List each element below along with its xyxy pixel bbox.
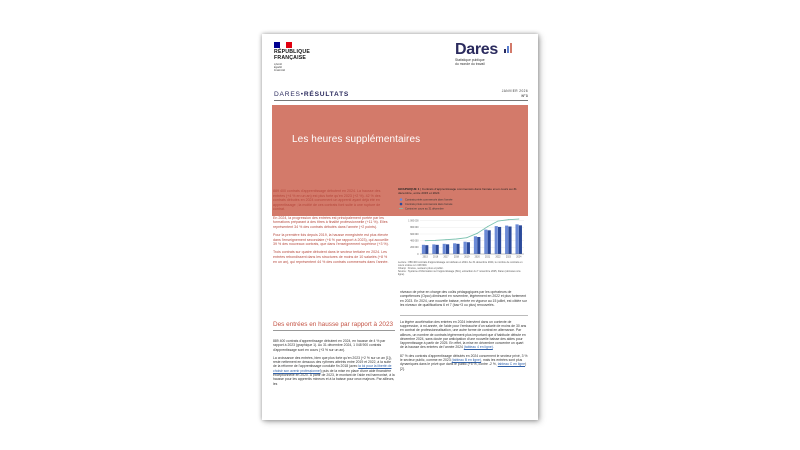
bar-2016-0 [432,244,435,254]
motto-liberte: Liberté [274,63,282,66]
ministry-line-1: RÉPUBLIQUE [274,49,311,55]
bar-2019-0 [463,242,466,254]
bar-2022-0 [495,226,498,254]
bar-2024-0 [515,224,518,254]
chart-note-scope: Champ : France, secteurs privé et public. [398,267,444,271]
bar-2021-1 [488,230,491,254]
x-tick-label: 2019 [464,256,470,259]
legend-label: Contrats privés commencés dans l'année [405,198,453,202]
bar-2023-1 [508,227,511,255]
body-text: ) [2]. [400,362,527,371]
bar-2017-0 [443,244,446,254]
body-paragraph: niveaux de prise en charge des coûts pédagogiques par les opérateurs de compétences (Opco) diminuent en novembre, légèrement en 2022 et plus fortement en 2023. En 2024, une nouvelle baisse, entrée en vigueur au 15 juillet, est ciblée sur les niveaux de qualifications 6 et 7 (bac+3 ou plus) renouvelés. [400,290,527,307]
line-point-2017 [446,239,447,240]
body-text: 87 % des contrats d'apprentissage débutés en 2024 concernent le secteur privé, 3 % le secteur public, comme en 2023 [400,353,528,363]
line-point-2024 [518,219,519,220]
body-text: . [492,345,494,350]
line-point-2023 [508,219,509,220]
chart-note-source: Source : Système d'information sur l'apprentissage (SIA), extraction du 7 novembre 2025, Dares (données à la ligne). [398,270,521,277]
bar-2023-0 [505,226,508,254]
chart-graphique-1 [398,197,526,260]
dares-bar-3 [510,43,512,53]
series-prefix: DARES [274,91,301,98]
chart-title-text: Contrats d'apprentissage commencés dans l'année et en cours au 31 décembre, entre 2015 et 2024 [398,187,517,195]
republique-logo-text [274,50,310,61]
motto-fraternite: Fraternité [274,69,286,72]
line-point-2018 [456,239,457,240]
body-right-column [400,290,528,375]
report-page [262,34,538,420]
line-point-2016 [435,240,436,241]
publication-date-block [502,89,528,99]
bar-2018-1 [456,244,459,254]
bar-2017-1 [446,244,449,254]
bar-2022-1 [498,227,501,254]
law-link[interactable]: la loi pour la liberté de choisir son avenir professionnel [273,364,392,373]
body-text: ) puis de la mise en place d'une aide financière exceptionnelle en 2020. À partir de 2023, le montant de l'aide est harmonisé, à la hausse pour les apprentis mineurs et à la baisse pour ceux majeurs. Par ailleurs, les [273,368,395,386]
body-text: La légère accélération des entrées en 2024 intervient dans un contexte de suppression, à mi-année, de l'aide pour l'embauche d'un salarié de moins de 30 ans en contrat de professionnalisation, une autre forme de contrat en alternance. Par ailleurs, un nombre de contrats légèrement plus important que d'habitude débute en décembre 2024, sans doute par anticipation d'une nouvelle baisse des aides pour l'apprentissage à partir de 2025. En effet, la mise en décembre concentre un quart de la hausse des entrées de l'année 2024 [400,319,527,350]
body-text: , mais les entrées sont plus dynamiques dans le privé que dans le public (+5 %, contre -2 %, [400,358,523,367]
dares-subtitle-line-2: du monde du travail [455,62,485,66]
y-tick-label: 400 000 [410,240,419,243]
publication-number: N°3 [521,94,528,98]
y-tick-label: 600 000 [410,233,419,236]
publication-date: JANVIER 2026 [501,89,528,93]
x-tick-label: 2015 [422,256,428,259]
x-tick-label: 2017 [443,256,449,259]
chart-label: GRAPHIQUE 1 [398,187,420,191]
dares-logo [455,41,498,66]
bar-2018-0 [453,243,456,254]
line-point-2015 [425,240,426,241]
summary-paragraph: En 2024, la progression des entrées est principalement portée par les formations préparant à des titres à finalité professionnelle (+11 %). Elles représentent 34 % des contrats débutés dans l'année (+2 points). [273,215,388,229]
table-4-link[interactable]: (tableau 4 en ligne) [463,345,493,350]
y-tick-label: 0 [417,253,419,256]
x-tick-label: 2021 [485,256,491,259]
line-point-2021 [487,226,488,227]
dares-bars-icon [504,43,514,53]
y-tick-label: 800 000 [410,227,419,230]
legend-swatch [400,198,403,201]
chart-title: GRAPHIQUE 1 | Contrats d'apprentissage commencés dans l'année et en cours au 31 décembre, entre 2015 et 2024 [398,187,517,195]
bar-2015-0 [422,245,425,254]
body-paragraph [400,354,528,371]
y-tick-label: 200 000 [410,247,419,250]
x-tick-label: 2018 [453,256,459,259]
x-tick-label: 2016 [433,256,439,259]
line-point-2022 [498,221,499,222]
french-flag-icon [274,42,292,48]
x-tick-label: 2023 [505,256,511,259]
body-paragraph [400,320,528,350]
x-tick-label: 2024 [516,256,522,259]
body-paragraph: 889 400 contrats d'apprentissage débutent en 2024, en hausse de 4 % par rapport à 2023 (graphique 1). Au 31 décembre 2024, 1 048 900 contrats d'apprentissage sont en cours (+3 % sur un an). [273,339,386,352]
chart-note-reading: Lecture : 889 400 contrats d'apprentissage ont débuté en 2024. Au 31 décembre 2024, le nombre de contrats en cours s'élève à 1 048 900. [398,261,523,268]
bar-2020-0 [474,236,477,254]
dares-subtitle-line-1: Statistique publique [455,58,485,62]
summary-paragraph: Trois contrats sur quatre débutent dans le secteur tertiaire en 2024. Les entrées rebondissent dans les structures de moins de 10 salariés (+8 % en un an), qui représentent 44 % des contrats commencés dans l'année. [273,250,389,264]
dares-bar-1 [504,49,506,53]
body-text: La croissance des entrées, bien que plus forte qu'en 2023 (+2 % sur un an [1]), reste nettement en dessous des rythmes atteints entre 2019 et 2022, à la suite de la réforme de l'apprentissage conduite fin 2018 (avec [273,355,392,369]
chart-notes [398,261,526,276]
section-heading: Des entrées en hausse par rapport à 2023 [273,321,395,331]
page-title: Les heures supplémentaires [292,134,421,145]
header-divider [274,100,528,101]
series-name: RÉSULTATS [303,91,350,98]
line-point-2019 [466,237,467,238]
series-dot: • [300,91,304,98]
dares-wordmark: Dares [455,41,498,58]
body-paragraph [273,356,395,386]
table-c-link[interactable]: tableau C en ligne [497,362,526,367]
bar-2015-1 [425,245,428,254]
summary-paragraph: Pour la première fois depuis 2019, la hausse enregistrée est plus élevée dans l'enseignement secondaire (+6 % par rapport à 2023), qui accueille 39 % des nouveaux contrats, que dans l'enseignement supérieur (+3 %). [273,232,389,247]
bar-2020-1 [477,237,480,254]
legend-label: Contrats privés commencés dans l'année [405,203,453,206]
ministry-line-2: FRANÇAISE [274,54,307,61]
summary-paragraph: 889 400 contrats d'apprentissage débutent en 2024. La hausse des entrées (+4 % en un an) est plus forte qu'en 2023 (+2 %). 42 % des contrats débutés en 2024 concernent un apprenti ayant déjà été en apprentissage ; la moitié de ces contrats font suite à une rupture de contrat. [273,189,381,212]
body-left-column [273,321,395,390]
dares-subtitle [455,58,498,66]
legend-swatch [400,203,403,206]
publication-series [274,91,349,98]
summary-block [273,189,389,268]
republic-motto [274,63,285,72]
bar-2016-1 [436,245,439,254]
y-tick-label: 1 000 000 [408,220,419,223]
dares-bar-2 [507,46,509,53]
motto-egalite: Égalité [274,66,282,69]
series-line-en-cours [425,219,519,241]
x-tick-label: 2020 [474,256,480,259]
x-tick-label: 2022 [495,256,501,259]
line-point-2020 [477,233,478,234]
bar-2019-1 [467,242,470,254]
bar-2024-1 [519,225,522,254]
table-b-link[interactable]: (tableau B en ligne) [451,358,482,363]
legend-label: Contrat en cours au 31 décembre [405,207,444,211]
bar-2021-0 [484,230,487,254]
flag-red-band [286,42,292,48]
paragraph-divider [400,315,528,316]
